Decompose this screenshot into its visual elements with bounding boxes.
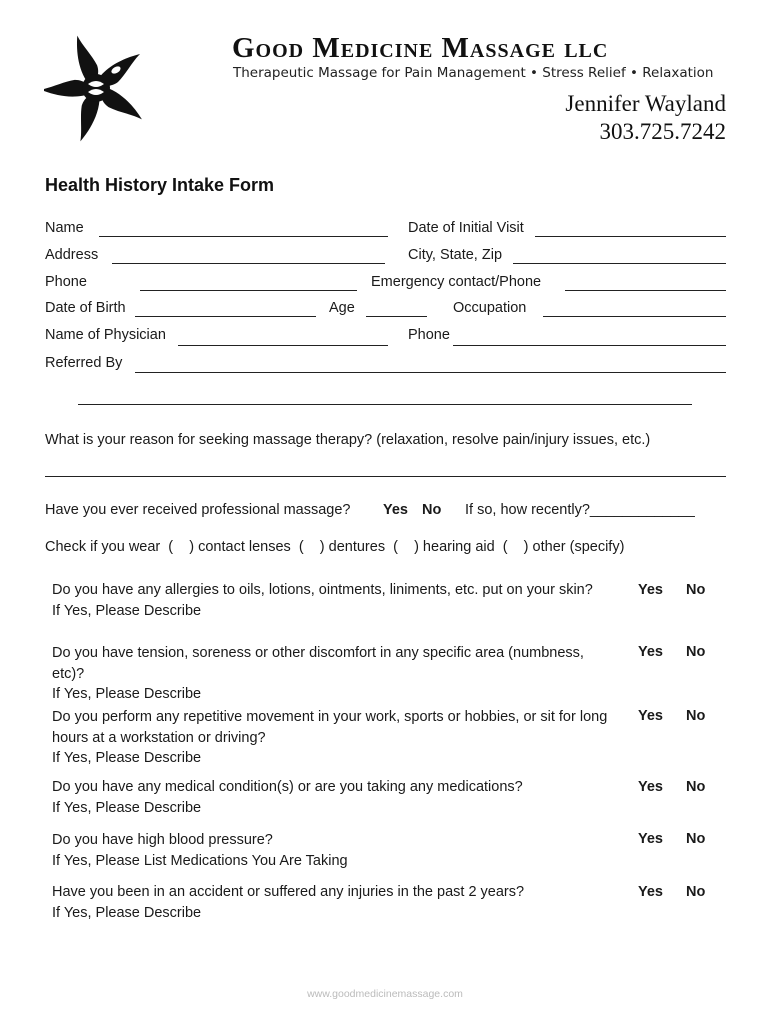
name-field[interactable] [99,236,388,237]
question-yes[interactable]: Yes [638,831,663,847]
therapist-contact [565,90,726,146]
emergency-contact-field[interactable] [565,290,726,291]
physician-label: Name of Physician [45,327,166,343]
physician-phone-field[interactable] [453,345,726,346]
prior-massage-question: Have you ever received professional massage? [45,502,351,518]
age-field[interactable] [366,316,427,317]
reason-question: What is your reason for seeking massage therapy? (relaxation, resolve pain/injury issues, etc.) [45,432,651,448]
physician-field[interactable] [178,345,388,346]
wear-checklist: Check if you wear ( ) contact lenses ( ) dentures ( ) hearing aid ( ) other (specify) [45,539,625,555]
dob-field[interactable] [135,316,316,317]
address-field[interactable] [112,263,385,264]
physician-phone-label: Phone [408,327,450,343]
question-no[interactable]: No [686,582,706,598]
question-item [52,643,617,705]
question-yes[interactable]: Yes [638,708,663,724]
question-no[interactable]: No [686,644,706,660]
company-name-text: Good Medicine Massage [232,32,556,64]
footer-url: www.goodmedicinemassage.com [307,988,463,1000]
question-no[interactable]: No [686,779,706,795]
question-item [52,777,627,818]
city-state-zip-label: City, State, Zip [408,247,503,263]
phone-label: Phone [45,274,87,290]
therapist-name: Jennifer Wayland [565,91,726,116]
therapist-phone: 303.725.7242 [599,119,726,144]
question-no[interactable]: No [686,831,706,847]
city-state-zip-field[interactable] [513,263,726,264]
question-text: Have you been in an accident or suffered any injuries in the past 2 years? [52,884,525,900]
question-detail: If Yes, Please Describe [52,686,202,702]
company-suffix: LLC [564,40,609,62]
question-text: Do you have high blood pressure? [52,832,273,848]
address-label: Address [45,247,99,263]
question-text: Do you have any medical condition(s) or are you taking any medications? [52,779,523,795]
phone-field[interactable] [140,290,357,291]
company-name [232,32,608,65]
age-label: Age [329,300,355,316]
occupation-field[interactable] [543,316,726,317]
question-item [52,580,627,621]
question-text: Do you have tension, soreness or other discomfort in any specific area (numbness, etc)? [52,645,584,682]
question-yes[interactable]: Yes [638,779,663,795]
prior-massage-no[interactable]: No [422,502,442,518]
question-detail: If Yes, Please Describe [52,799,202,816]
occupation-label: Occupation [453,300,527,316]
question-detail: If Yes, Please Describe [52,750,202,766]
question-detail: If Yes, Please List Medications You Are Taking [52,852,348,869]
question-no[interactable]: No [686,884,706,900]
question-no[interactable]: No [686,708,706,724]
form-title: Health History Intake Form [45,175,275,195]
question-detail: If Yes, Please Describe [52,602,202,619]
referred-by-label: Referred By [45,355,123,371]
prior-massage-yes[interactable]: Yes [383,502,408,518]
question-detail: If Yes, Please Describe [52,904,202,921]
date-initial-visit-label: Date of Initial Visit [408,220,524,236]
prior-massage-followup: If so, how recently?_____________ [465,502,695,518]
question-item [52,707,612,769]
question-yes[interactable]: Yes [638,644,663,660]
reason-answer-field[interactable] [45,476,726,477]
question-text: Do you perform any repetitive movement in your work, sports or hobbies, or sit for long hours at a workstation or driving? [52,709,608,746]
dob-label: Date of Birth [45,300,126,316]
spiral-hands-logo [44,33,148,143]
question-text: Do you have any allergies to oils, lotions, ointments, liniments, etc. put on your skin? [52,582,593,598]
question-item [52,882,627,923]
referred-by-field[interactable] [135,372,726,373]
section-divider [78,404,692,405]
question-yes[interactable]: Yes [638,884,663,900]
name-label: Name [45,220,84,236]
tagline: Therapeutic Massage for Pain Management • Stress Relief • Relaxation [233,65,714,81]
date-initial-visit-field[interactable] [535,236,726,237]
emergency-contact-label: Emergency contact/Phone [371,274,542,290]
question-item [52,830,627,871]
question-yes[interactable]: Yes [638,582,663,598]
